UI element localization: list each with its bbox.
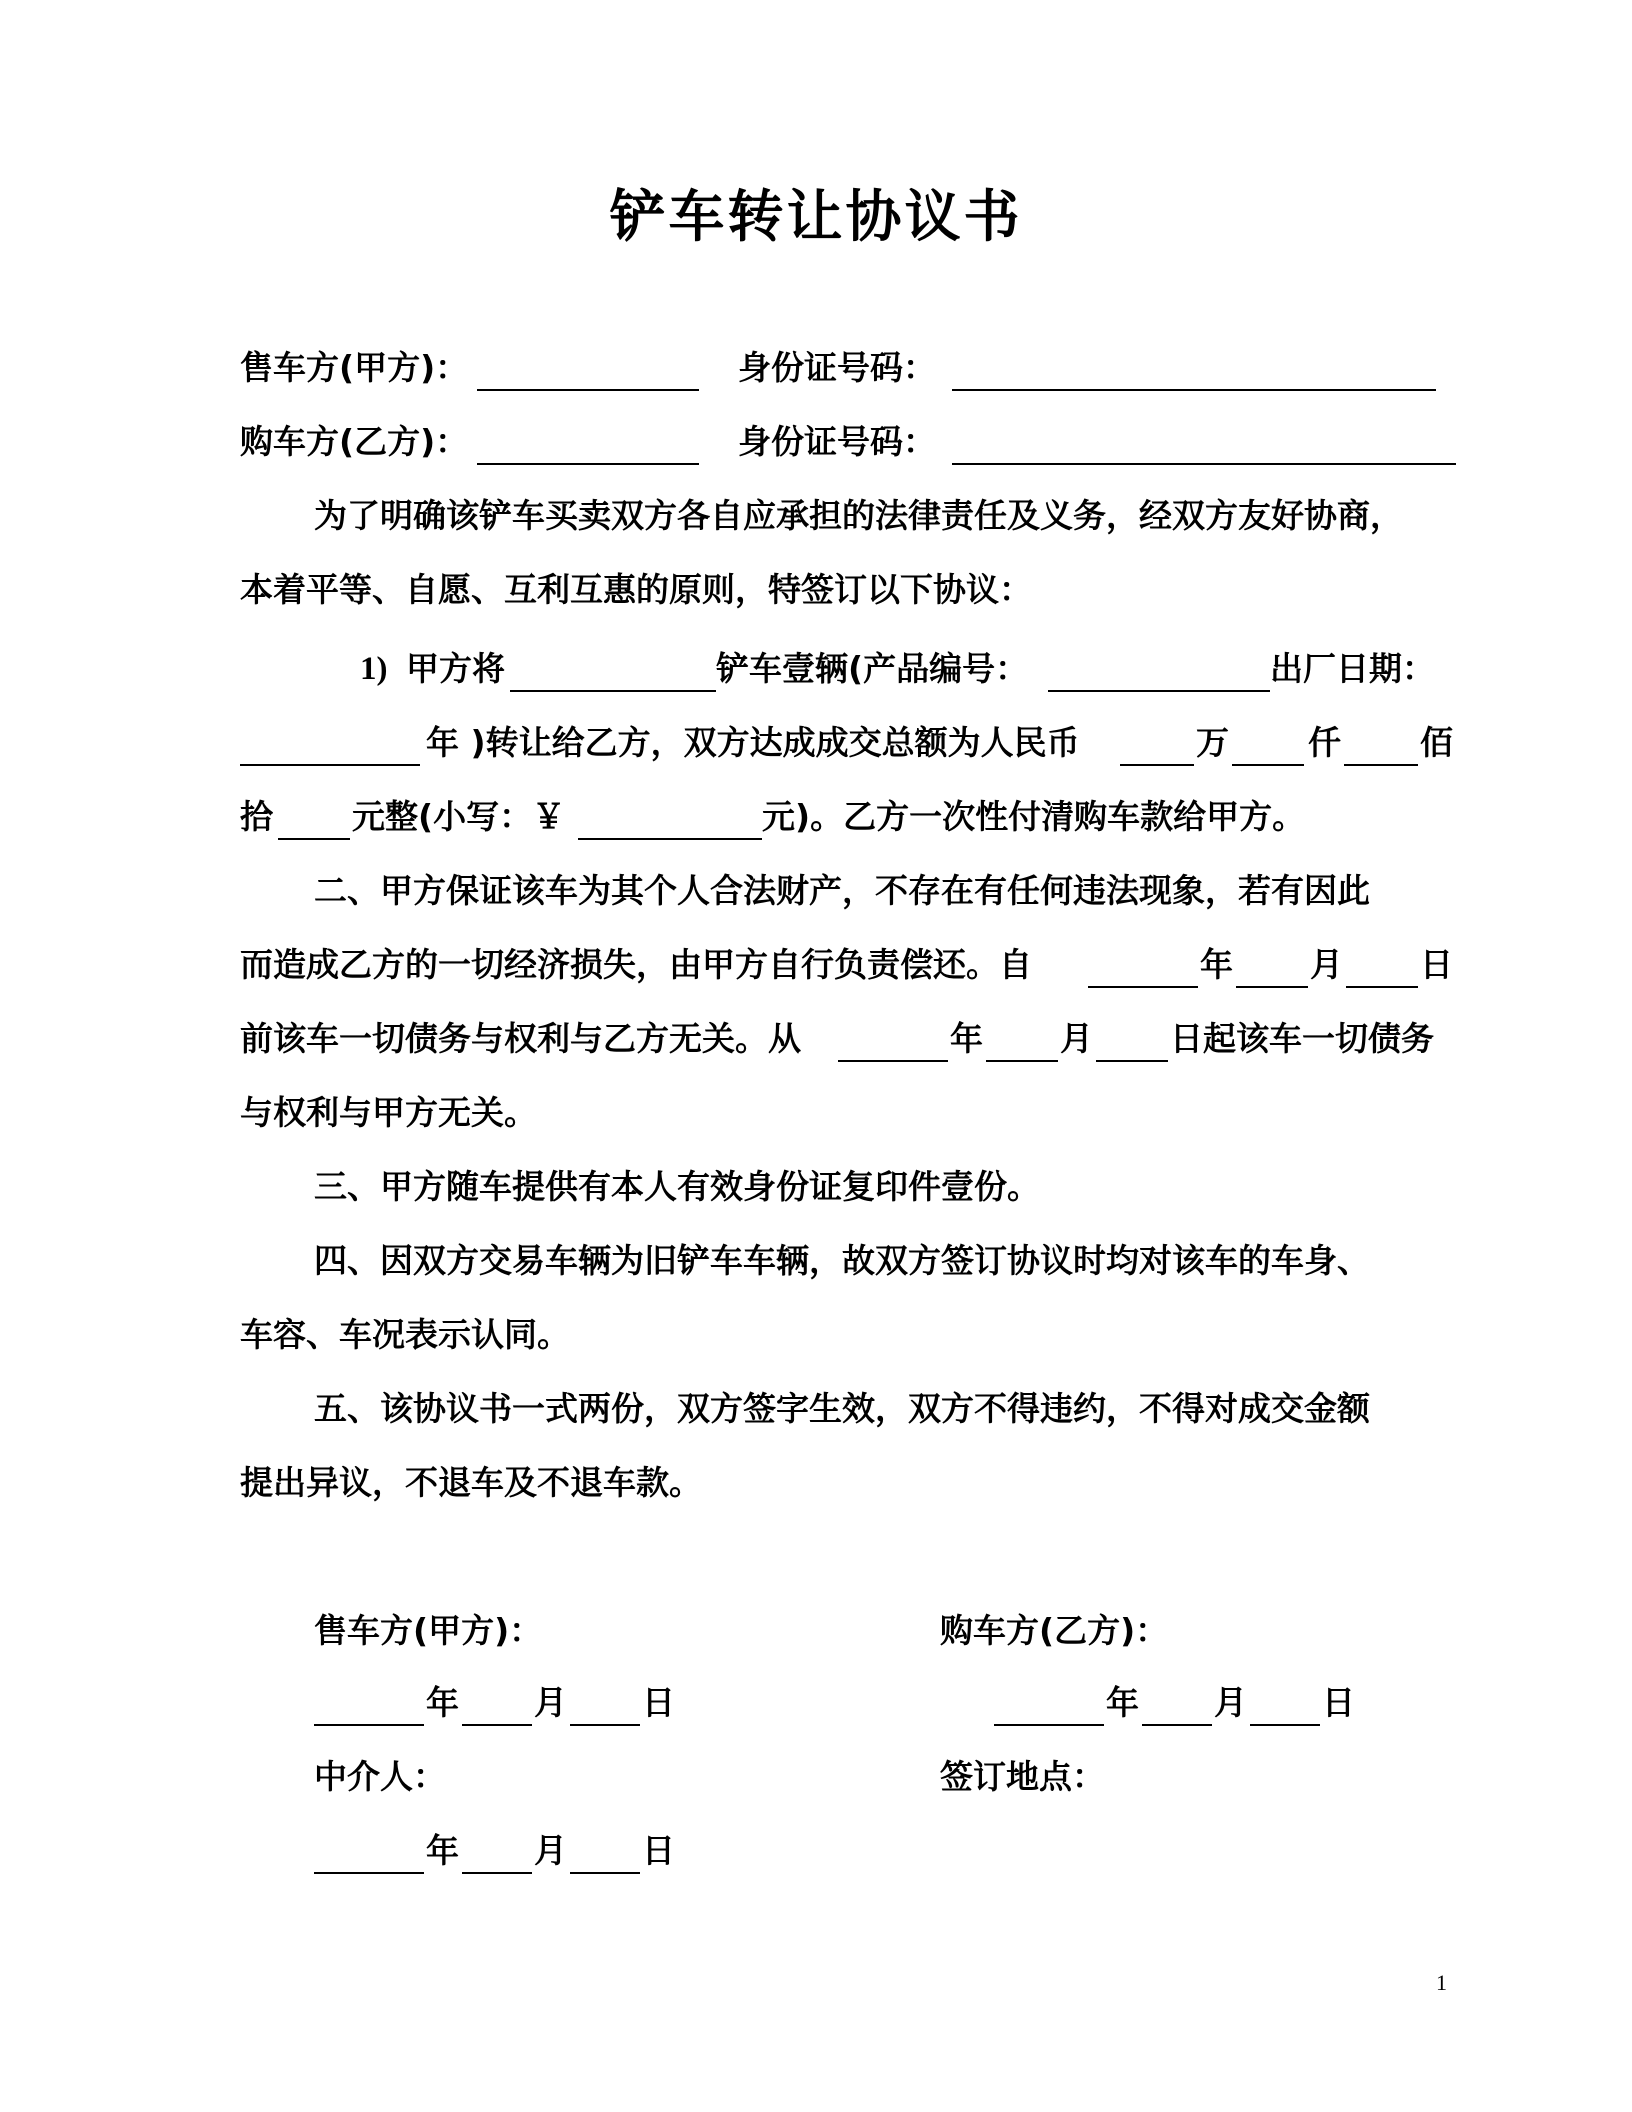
seller-signature-label: 售车方(甲方)： <box>314 1611 543 1650</box>
day-word: 日 <box>1322 1683 1355 1722</box>
day-word: 日 <box>1420 945 1453 984</box>
clause2-text-3b: 日起该车一切债务 <box>1170 1019 1434 1058</box>
seller-label: 售车方(甲方)： <box>240 348 469 387</box>
clause1-text-a: 甲方将 <box>406 649 505 688</box>
seller-date-month-field[interactable] <box>462 1724 532 1726</box>
clause1-text-d: 年 )转让给乙方，双方达成成交总额为人民币 <box>426 723 1080 762</box>
seller-date <box>314 1680 734 1726</box>
middleman-label: 中介人： <box>314 1757 446 1796</box>
page-number: 1 <box>1436 1970 1447 1995</box>
factory-year-field[interactable] <box>240 764 420 766</box>
buyer-date-month-field[interactable] <box>1142 1724 1212 1726</box>
from-day-field[interactable] <box>1346 986 1418 988</box>
clause1-text-b: 铲车壹辆(产品编号： <box>716 649 1029 688</box>
seller-date-year-field[interactable] <box>314 1724 424 1726</box>
year-word: 年 <box>1106 1683 1139 1722</box>
amount-bai-field[interactable] <box>1344 764 1418 766</box>
product-number-field[interactable] <box>1048 690 1270 692</box>
buyer-name-field[interactable] <box>477 463 699 465</box>
clause1-text-c: 出厂日期： <box>1270 649 1435 688</box>
year-word: 年 <box>1200 945 1233 984</box>
intro-text-1: 为了明确该铲车买卖双方各自应承担的法律责任及义务，经双方友好协商， <box>314 496 1403 535</box>
clause5-text-2: 提出异议，不退车及不退车款。 <box>240 1463 702 1502</box>
seller-id-field[interactable] <box>952 389 1436 391</box>
year-word: 年 <box>950 1019 983 1058</box>
since-year-field[interactable] <box>838 1060 948 1062</box>
amount-numeric-field[interactable] <box>578 838 762 840</box>
clause1-text-e: 元)。乙方一次性付清购车款给甲方。 <box>762 797 1306 836</box>
document-title: 铲车转让协议书 <box>609 185 1023 250</box>
seller-id-label: 身份证号码： <box>738 348 936 387</box>
day-word: 日 <box>642 1831 675 1870</box>
since-month-field[interactable] <box>986 1060 1058 1062</box>
unit-bai: 佰 <box>1420 723 1453 762</box>
buyer-label: 购车方(乙方)： <box>240 422 469 461</box>
unit-qian: 仟 <box>1308 723 1341 762</box>
vehicle-field[interactable] <box>510 690 716 692</box>
buyer-date-day-field[interactable] <box>1250 1724 1320 1726</box>
clause5-text-1: 五、该协议书一式两份，双方签字生效，双方不得违约，不得对成交金额 <box>314 1389 1370 1428</box>
year-word: 年 <box>426 1683 459 1722</box>
month-word: 月 <box>1214 1683 1247 1722</box>
middleman-date <box>314 1828 734 1874</box>
from-month-field[interactable] <box>1236 986 1308 988</box>
month-word: 月 <box>1310 945 1343 984</box>
month-word: 月 <box>534 1831 567 1870</box>
month-word: 月 <box>534 1683 567 1722</box>
middleman-date-month-field[interactable] <box>462 1872 532 1874</box>
buyer-id-label: 身份证号码： <box>738 422 936 461</box>
intro-text-2: 本着平等、自愿、互利互惠的原则，特签订以下协议： <box>240 570 1032 609</box>
clause4-text-2: 车容、车况表示认同。 <box>240 1315 570 1354</box>
middleman-date-day-field[interactable] <box>570 1872 640 1874</box>
since-day-field[interactable] <box>1096 1060 1168 1062</box>
buyer-date-year-field[interactable] <box>994 1724 1104 1726</box>
seller-date-day-field[interactable] <box>570 1724 640 1726</box>
from-year-field[interactable] <box>1088 986 1198 988</box>
clause1-number: 1) <box>360 651 388 687</box>
amount-qian-field[interactable] <box>1232 764 1304 766</box>
signing-place-label: 签订地点： <box>940 1757 1105 1796</box>
unit-wan: 万 <box>1196 723 1229 762</box>
month-word: 月 <box>1060 1019 1093 1058</box>
buyer-date <box>994 1680 1414 1726</box>
clause2-text-2: 而造成乙方的一切经济损失，由甲方自行负责偿还。自 <box>240 945 1032 984</box>
year-word: 年 <box>426 1831 459 1870</box>
amount-wan-field[interactable] <box>1120 764 1194 766</box>
clause4-text-1: 四、因双方交易车辆为旧铲车车辆，故双方签订协议时均对该车的车身、 <box>314 1241 1370 1280</box>
buyer-id-field[interactable] <box>952 463 1456 465</box>
clause2-text-1: 二、甲方保证该车为其个人合法财产，不存在有任何违法现象，若有因此 <box>314 871 1370 910</box>
day-word: 日 <box>642 1683 675 1722</box>
unit-shi: 拾 <box>240 797 273 836</box>
clause3-text: 三、甲方随车提供有本人有效身份证复印件壹份。 <box>314 1167 1040 1206</box>
amount-shi-field[interactable] <box>278 838 350 840</box>
clause1-text-yuan: 元整(小写：￥ <box>352 797 566 836</box>
middleman-date-year-field[interactable] <box>314 1872 424 1874</box>
clause2-text-3: 前该车一切债务与权利与乙方无关。从 <box>240 1019 801 1058</box>
seller-name-field[interactable] <box>477 389 699 391</box>
buyer-signature-label: 购车方(乙方)： <box>940 1611 1169 1650</box>
clause2-text-4: 与权利与甲方无关。 <box>240 1093 537 1132</box>
